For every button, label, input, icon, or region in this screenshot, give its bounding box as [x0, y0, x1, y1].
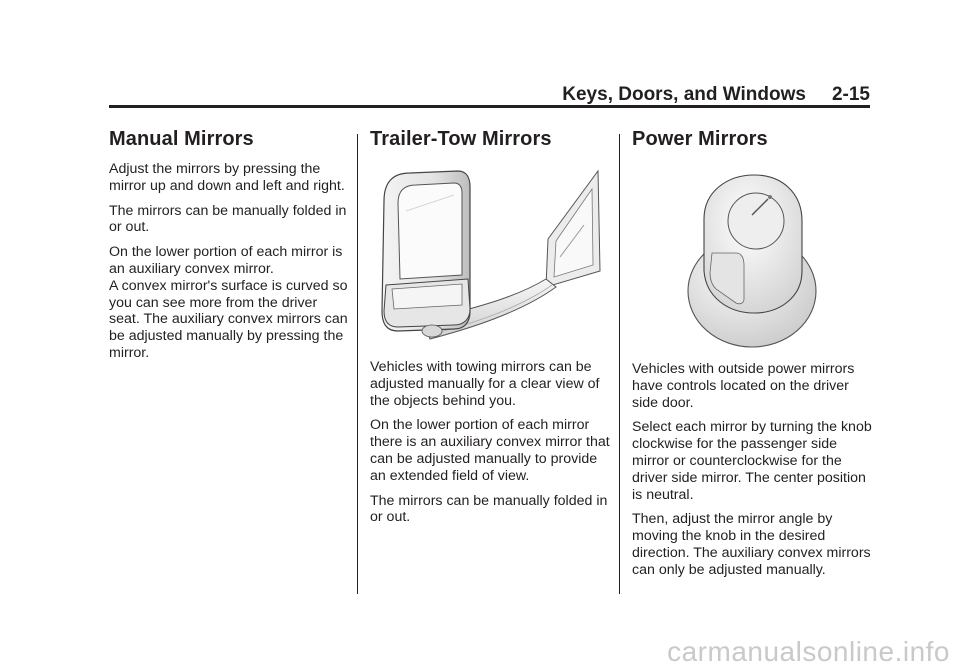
paragraph: Adjust the mirrors by pressing the mirror up and down and left and right.: [109, 161, 345, 194]
paragraph: A convex mirror's surface is curved so you can see more from the driver seat. The auxiliary convex mirrors can be adjusted manually by pressing the mirror.: [109, 277, 348, 361]
watermark: carmanualsonline.info: [667, 636, 950, 667]
manual-mirrors-section: [109, 128, 349, 370]
paragraph: The mirrors can be manually folded in or out.: [109, 202, 347, 236]
page-number: 2-15: [831, 84, 870, 105]
power-mirrors-section: [632, 128, 872, 587]
paragraph: Vehicles with towing mirrors can be adjusted manually for a clear view of the objects behind you.: [370, 359, 600, 409]
trailer-tow-mirrors-section: [370, 128, 610, 534]
section-title: Keys, Doors, and Windows: [562, 84, 806, 105]
paragraph: Select each mirror by turning the knob clockwise for the passenger side mirror or counterclockwise for the driver side mirror. The center position is neutral.: [632, 419, 872, 503]
paragraph: On the lower portion of each mirror is an auxiliary convex mirror.: [109, 244, 343, 277]
paragraph: On the lower portion of each mirror there is an auxiliary convex mirror that can be adjusted manually to provide an extended field of view.: [370, 417, 610, 484]
paragraph: The mirrors can be manually folded in or out.: [370, 492, 608, 526]
trailer-tow-mirror-illustration: [370, 161, 610, 351]
header-rule: [109, 105, 870, 108]
manual-mirrors-heading: Manual Mirrors: [109, 128, 254, 150]
paragraph: Then, adjust the mirror angle by moving the knob in the desired direction. The auxiliary convex mirrors can only be adjusted manually.: [632, 511, 871, 578]
trailer-tow-mirrors-heading: Trailer-Tow Mirrors: [370, 128, 552, 150]
column-divider: [619, 134, 620, 594]
paragraph: Vehicles with outside power mirrors have controls located on the driver side door.: [632, 361, 855, 411]
power-mirrors-heading: Power Mirrors: [632, 128, 768, 150]
column-divider: [357, 134, 358, 594]
page-header: [562, 84, 870, 106]
power-mirror-knob-illustration: [632, 161, 872, 351]
